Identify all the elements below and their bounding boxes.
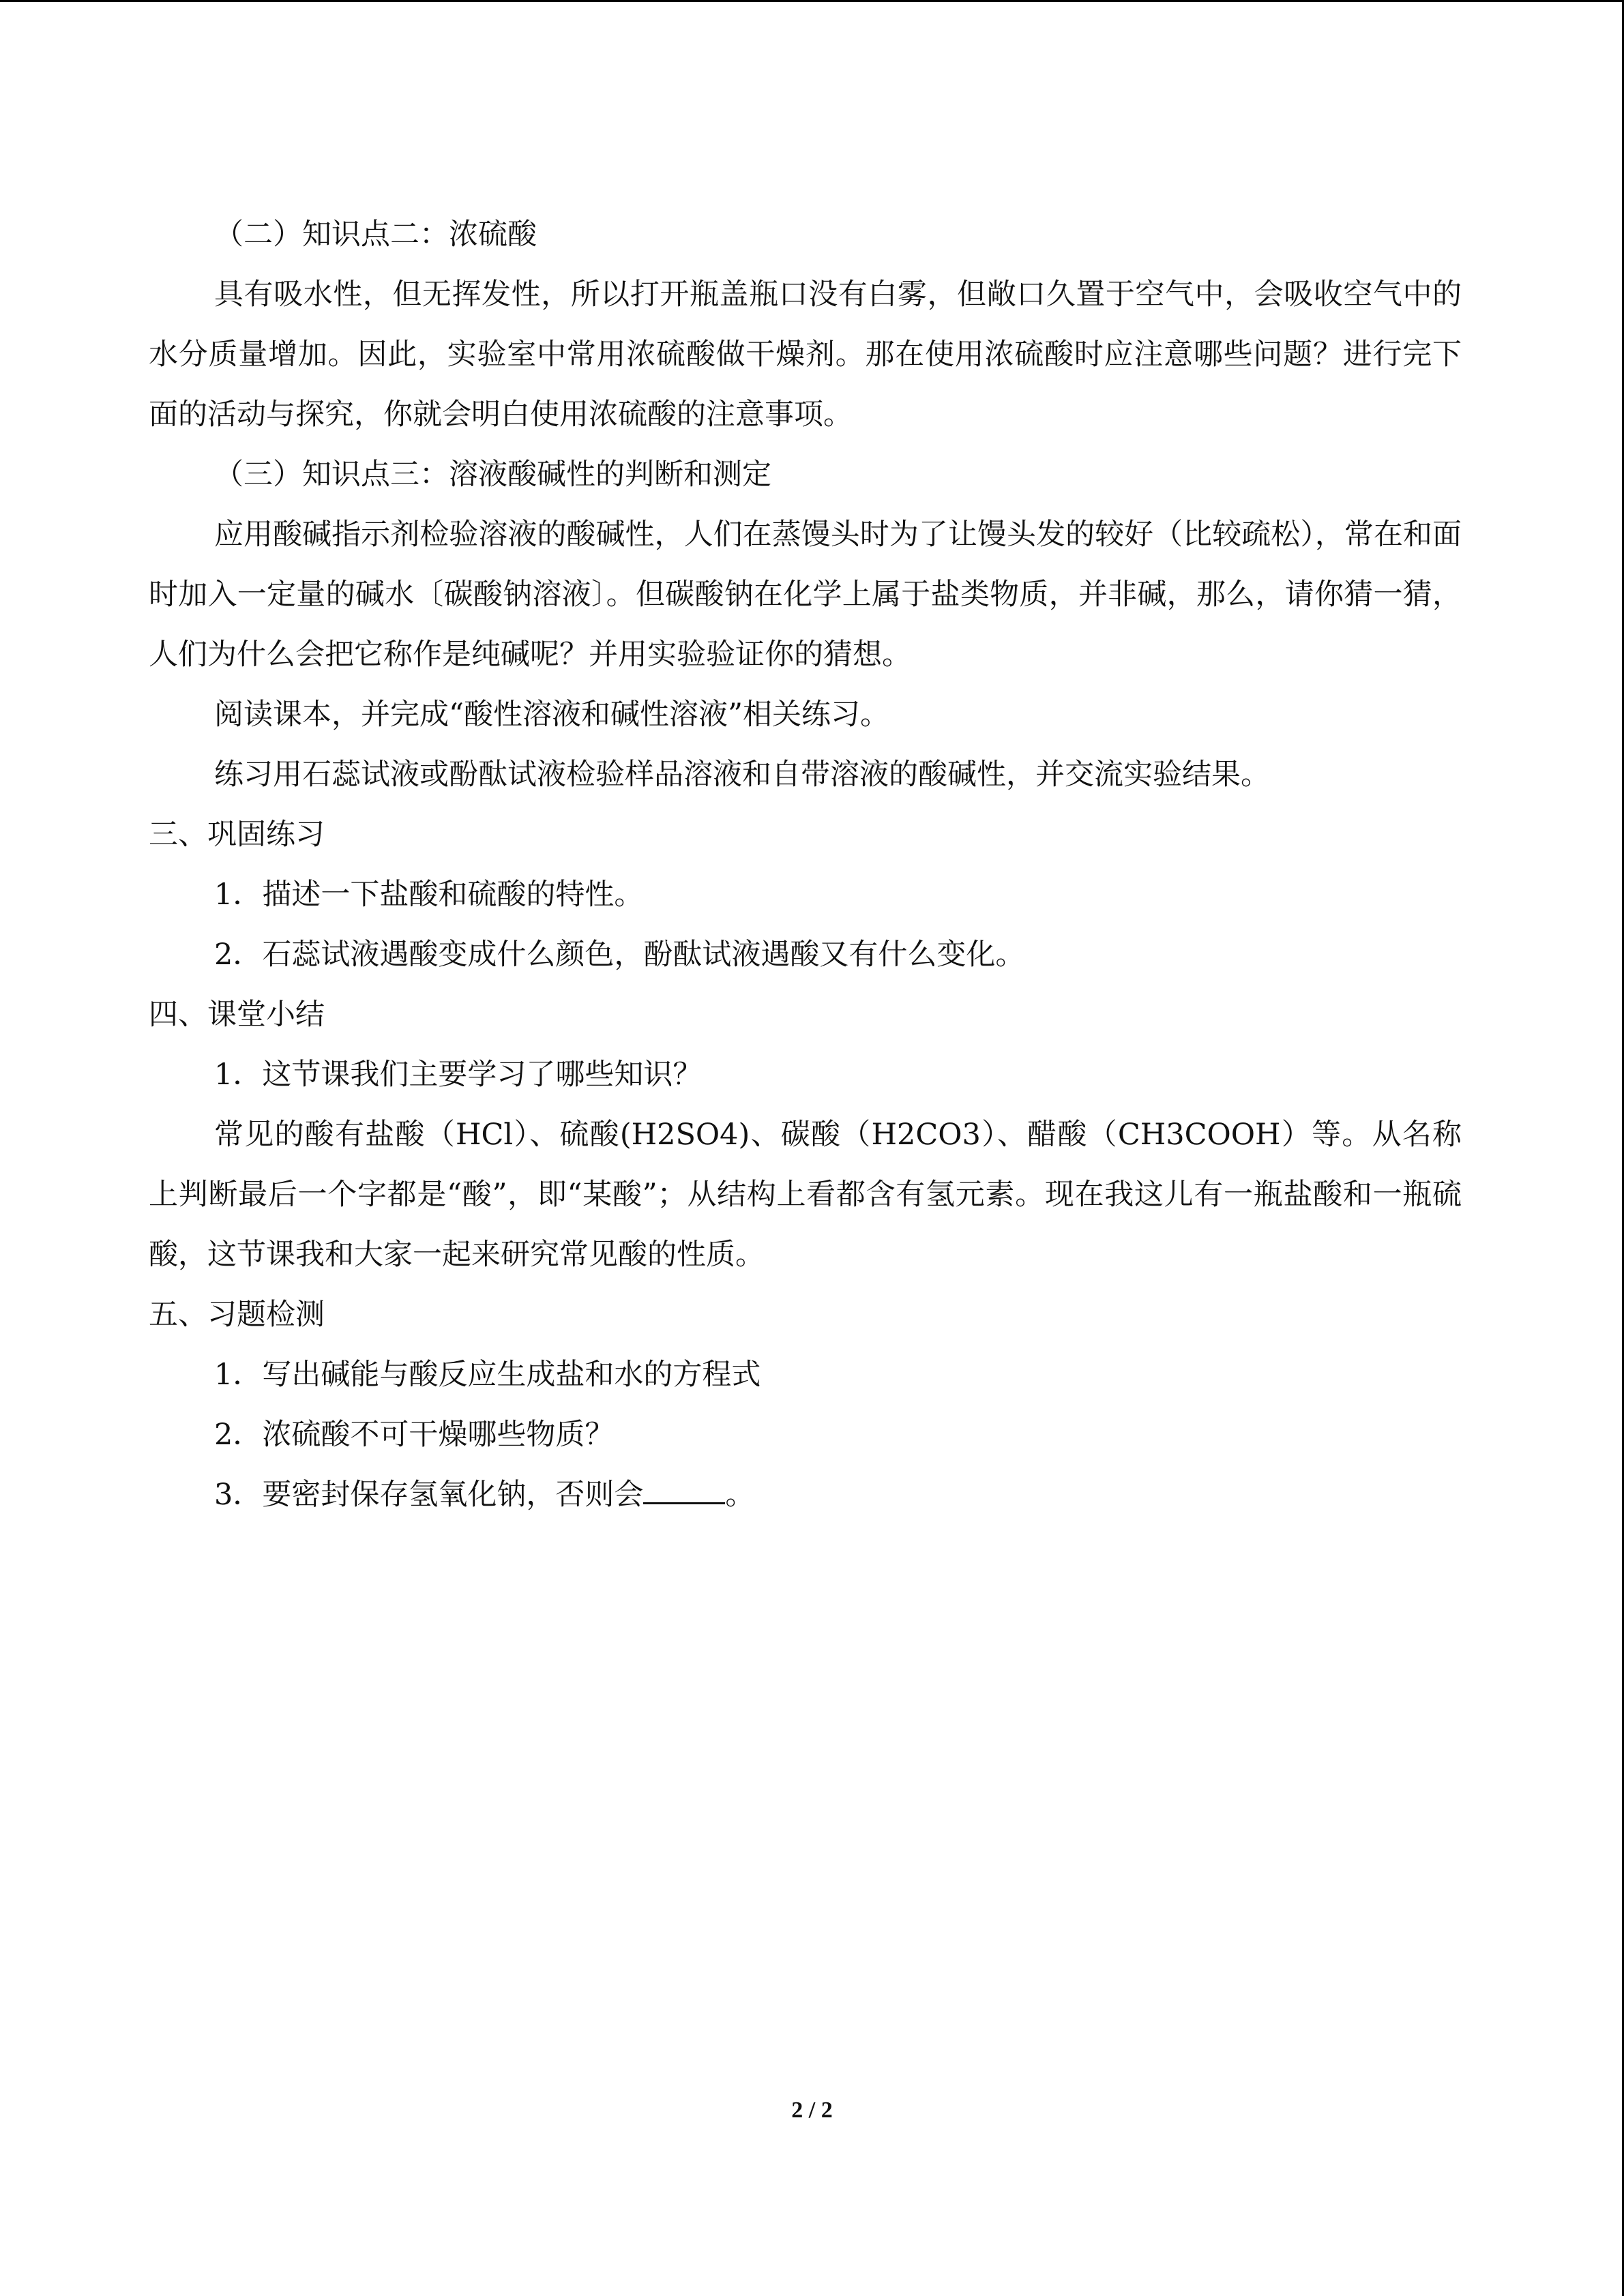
page-number: 2 / 2	[791, 2098, 833, 2123]
paragraph-concentrated-sulfuric-acid: 具有吸水性，但无挥发性，所以打开瓶盖瓶口没有白雾，但敞口久置于空气中，会吸收空气中的水分质量增加。因此，实验室中常用浓硫酸做干燥剂。那在使用浓硫酸时应注意哪些问题？进行完下面的活动与探究，你就会明白使用浓硫酸的注意事项。	[149, 278, 1462, 432]
exercise-item-3-text: 3．要密封保存氢氧化钠，否则会	[214, 1478, 644, 1512]
heading-exercise-test: 五、习题检测	[149, 1298, 325, 1332]
exercise-item-2: 2．浓硫酸不可干燥哪些物质？	[214, 1418, 615, 1452]
exercise-item-1: 1．写出碱能与酸反应生成盐和水的方程式	[214, 1358, 761, 1392]
paragraph-read-textbook: 阅读课本，并完成“酸性溶液和碱性溶液”相关练习。	[214, 698, 889, 732]
subheading-knowledge-point-3: （三）知识点三：溶液酸碱性的判断和测定	[214, 458, 771, 492]
exercise-item-3-suffix: 。	[725, 1478, 755, 1512]
paragraph-common-acids: 常见的酸有盐酸（HCl）、硫酸(H2SO4)、碳酸（H2CO3）、醋酸（CH3COOH）等。从名称上判断最后一个字都是“酸”，即“某酸”；从结构上看都含有氢元素。现在我这儿有一瓶盐酸和一瓶硫酸，这节课我和大家一起来研究常见酸的性质。	[149, 1118, 1462, 1272]
paragraph-practice-indicator: 练习用石蕊试液或酚酞试液检验样品溶液和自带溶液的酸碱性，并交流实验结果。	[214, 758, 1270, 792]
heading-class-summary: 四、课堂小结	[149, 998, 325, 1032]
page-top-border	[0, 0, 1624, 2]
heading-consolidation-practice: 三、巩固练习	[149, 818, 325, 852]
practice-item-2: 2．石蕊试液遇酸变成什么颜色，酚酞试液遇酸又有什么变化。	[214, 938, 1025, 972]
subheading-knowledge-point-2: （二）知识点二：浓硫酸	[214, 218, 537, 252]
summary-item-1: 1．这节课我们主要学习了哪些知识？	[214, 1058, 703, 1092]
practice-item-1: 1．描述一下盐酸和硫酸的特性。	[214, 878, 644, 912]
document-body	[149, 205, 1462, 1525]
answer-blank	[643, 1475, 725, 1504]
exercise-item-3	[149, 1465, 1462, 1525]
paragraph-acid-base-indicator: 应用酸碱指示剂检验溶液的酸碱性，人们在蒸馒头时为了让馒头发的较好（比较疏松），常在和面时加入一定量的碱水〔碳酸钠溶液〕。但碳酸钠在化学上属于盐类物质，并非碱，那么，请你猜一猜，人们为什么会把它称作是纯碱呢？并用实验验证你的猜想。	[149, 518, 1462, 672]
